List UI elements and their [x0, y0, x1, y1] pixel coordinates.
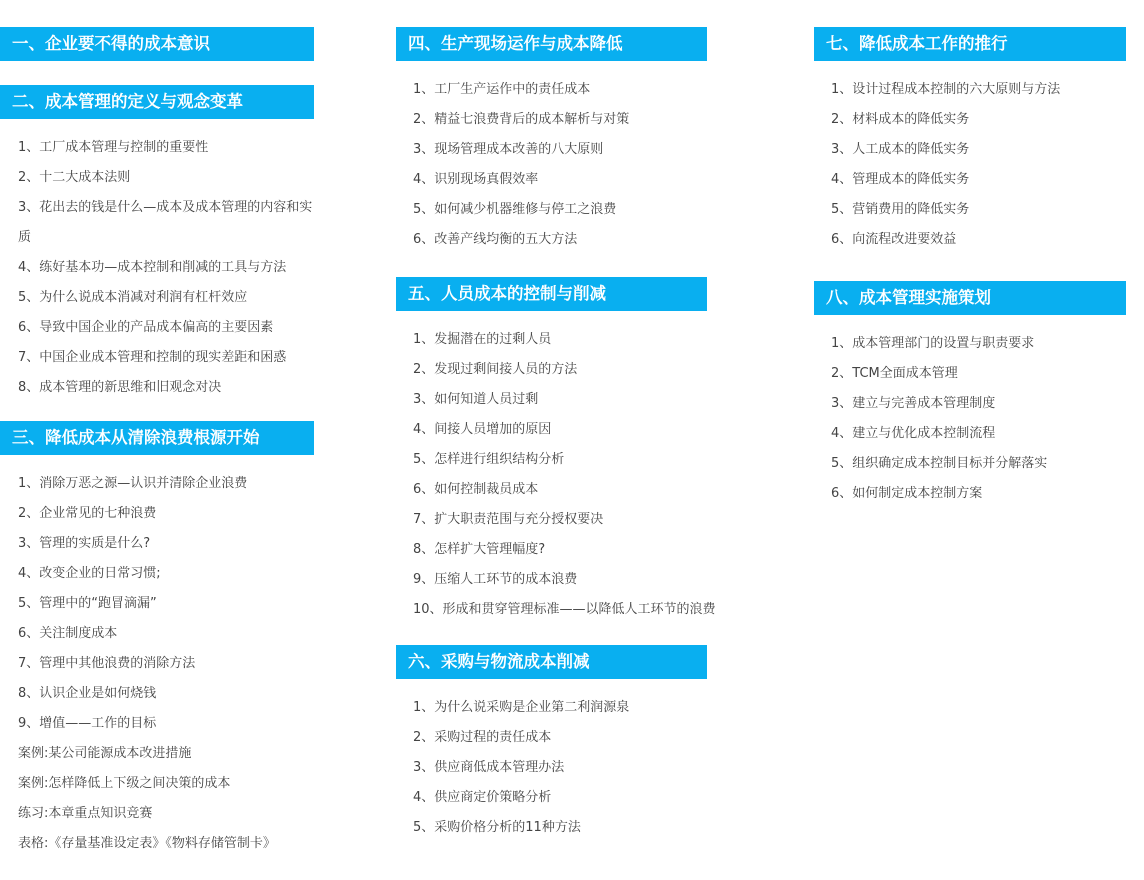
- list-item: 3、供应商低成本管理办法: [413, 760, 565, 775]
- list-item: 6、关注制度成本: [18, 626, 118, 641]
- section-header: 三、降低成本从清除浪费根源开始: [0, 421, 314, 455]
- list-item: 3、建立与完善成本管理制度: [831, 396, 996, 411]
- list-item: 5、组织确定成本控制目标并分解落实: [831, 456, 1048, 471]
- list-item: 5、采购价格分析的11种方法: [413, 820, 581, 835]
- list-item: 2、采购过程的责任成本: [413, 730, 552, 745]
- list-item: 1、设计过程成本控制的六大原则与方法: [831, 82, 1061, 97]
- list-item: 6、导致中国企业的产品成本偏高的主要因素: [18, 320, 274, 335]
- section-header: 二、成本管理的定义与观念变革: [0, 85, 314, 119]
- list-item: 1、消除万恶之源—认识并清除企业浪费: [18, 476, 248, 491]
- list-item: 4、间接人员增加的原因: [413, 422, 552, 437]
- section-header: 六、采购与物流成本削减: [396, 645, 707, 679]
- section-1: [0, 0, 330, 61]
- list-item: 6、如何控制裁员成本: [413, 482, 539, 497]
- column-1: [0, 0, 330, 859]
- list-item: 表格:《存量基准设定表》《物料存储管制卡》: [18, 836, 276, 851]
- item-list: [396, 693, 736, 843]
- item-list: [396, 75, 736, 255]
- item-list: [814, 329, 1134, 509]
- list-item: 2、十二大成本法则: [18, 170, 131, 185]
- list-item: 8、成本管理的新思维和旧观念对决: [18, 380, 222, 395]
- section-header: 五、人员成本的控制与削减: [396, 277, 707, 311]
- item-list: [0, 469, 330, 859]
- list-item: 1、发掘潜在的过剩人员: [413, 332, 552, 347]
- section-header: 七、降低成本工作的推行: [814, 27, 1126, 61]
- list-item: 1、为什么说采购是企业第二利润源泉: [413, 700, 630, 715]
- section-header: 四、生产现场运作与成本降低: [396, 27, 707, 61]
- list-item: 案例:某公司能源成本改进措施: [18, 746, 192, 761]
- section-header: 一、企业要不得的成本意识: [0, 27, 314, 61]
- list-item: 5、为什么说成本消减对利润有杠杆效应: [18, 290, 248, 305]
- list-item: 5、如何减少机器维修与停工之浪费: [413, 202, 617, 217]
- section-6: [396, 645, 736, 843]
- list-item: 1、工厂成本管理与控制的重要性: [18, 140, 209, 155]
- list-item: 7、管理中其他浪费的消除方法: [18, 656, 196, 671]
- section-5: [396, 277, 736, 625]
- list-item: 2、TCM全面成本管理: [831, 366, 958, 381]
- item-list: [396, 325, 736, 625]
- list-item: 9、压缩人工环节的成本浪费: [413, 572, 578, 587]
- list-item: 1、成本管理部门的设置与职责要求: [831, 336, 1035, 351]
- list-item: 4、识别现场真假效率: [413, 172, 539, 187]
- list-item: 9、增值——工作的目标: [18, 716, 157, 731]
- list-item: 6、改善产线均衡的五大方法: [413, 232, 578, 247]
- list-item: 1、工厂生产运作中的责任成本: [413, 82, 591, 97]
- list-item: 4、供应商定价策略分析: [413, 790, 552, 805]
- column-2: [396, 0, 736, 843]
- list-item: 2、精益七浪费背后的成本解析与对策: [413, 112, 630, 127]
- list-item: 案例:怎样降低上下级之间决策的成本: [18, 776, 231, 791]
- list-item: 5、管理中的“跑冒滴漏”: [18, 596, 157, 611]
- list-item: 7、中国企业成本管理和控制的现实差距和困惑: [18, 350, 287, 365]
- column-3: [814, 0, 1134, 509]
- list-item: 2、企业常见的七种浪费: [18, 506, 157, 521]
- list-item: 5、营销费用的降低实务: [831, 202, 970, 217]
- list-item: 7、扩大职责范围与充分授权要决: [413, 512, 604, 527]
- section-2: [0, 85, 330, 403]
- section-3: [0, 421, 330, 859]
- list-item: 5、怎样进行组织结构分析: [413, 452, 565, 467]
- list-item: 3、如何知道人员过剩: [413, 392, 539, 407]
- list-item: 4、练好基本功—成本控制和削减的工具与方法: [18, 260, 287, 275]
- section-4: [396, 0, 736, 255]
- list-item: 3、人工成本的降低实务: [831, 142, 970, 157]
- list-item: 4、管理成本的降低实务: [831, 172, 970, 187]
- item-list: [814, 75, 1134, 255]
- list-item: 6、向流程改进要效益: [831, 232, 957, 247]
- list-item: 3、花出去的钱是什么—成本及成本管理的内容和实质: [18, 200, 313, 245]
- list-item: 3、现场管理成本改善的八大原则: [413, 142, 604, 157]
- list-item: 2、发现过剩间接人员的方法: [413, 362, 578, 377]
- list-item: 6、如何制定成本控制方案: [831, 486, 983, 501]
- list-item: 4、建立与优化成本控制流程: [831, 426, 996, 441]
- list-item: 10、形成和贯穿管理标准——以降低人工环节的浪费: [413, 602, 716, 617]
- section-header: 八、成本管理实施策划: [814, 281, 1126, 315]
- list-item: 8、怎样扩大管理幅度?: [413, 542, 546, 557]
- list-item: 8、认识企业是如何烧钱: [18, 686, 157, 701]
- item-list: [0, 133, 330, 403]
- list-item: 3、管理的实质是什么?: [18, 536, 151, 551]
- list-item: 4、改变企业的日常习惯;: [18, 566, 161, 581]
- list-item: 练习:本章重点知识竞赛: [18, 806, 153, 821]
- list-item: 2、材料成本的降低实务: [831, 112, 970, 127]
- section-7: [814, 0, 1134, 255]
- section-8: [814, 281, 1134, 509]
